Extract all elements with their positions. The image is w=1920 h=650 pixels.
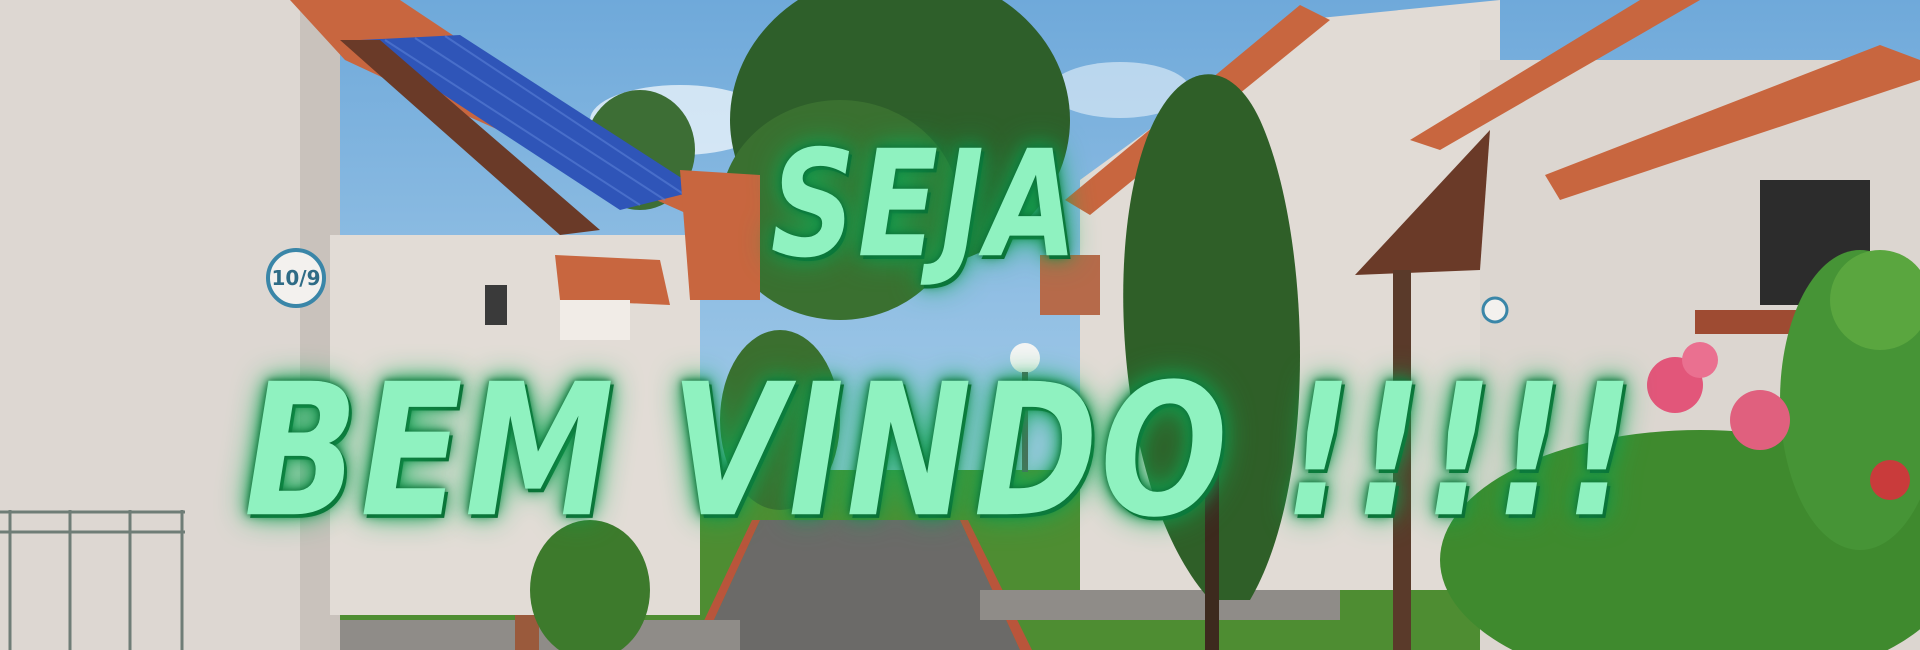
shrub (720, 330, 840, 510)
window-awning (555, 255, 670, 305)
pergola-post (1393, 270, 1411, 650)
headline-line-1: SEJA (770, 117, 1080, 291)
window (560, 300, 630, 340)
tree-trunk (1205, 420, 1219, 650)
sidewalk (980, 590, 1340, 620)
house-number-plaque (1483, 298, 1507, 322)
flower (1870, 460, 1910, 500)
flower (1682, 342, 1718, 378)
awning (1040, 255, 1100, 315)
roof-tiles (680, 170, 760, 300)
wall-lamp (485, 285, 507, 325)
garden-lamp (1010, 343, 1040, 373)
garden-lamp-post (1022, 372, 1028, 472)
headline-line-2: BEM VINDO !!!!! (243, 345, 1636, 559)
house-number: 10/9 (271, 266, 321, 290)
flower (1730, 390, 1790, 450)
